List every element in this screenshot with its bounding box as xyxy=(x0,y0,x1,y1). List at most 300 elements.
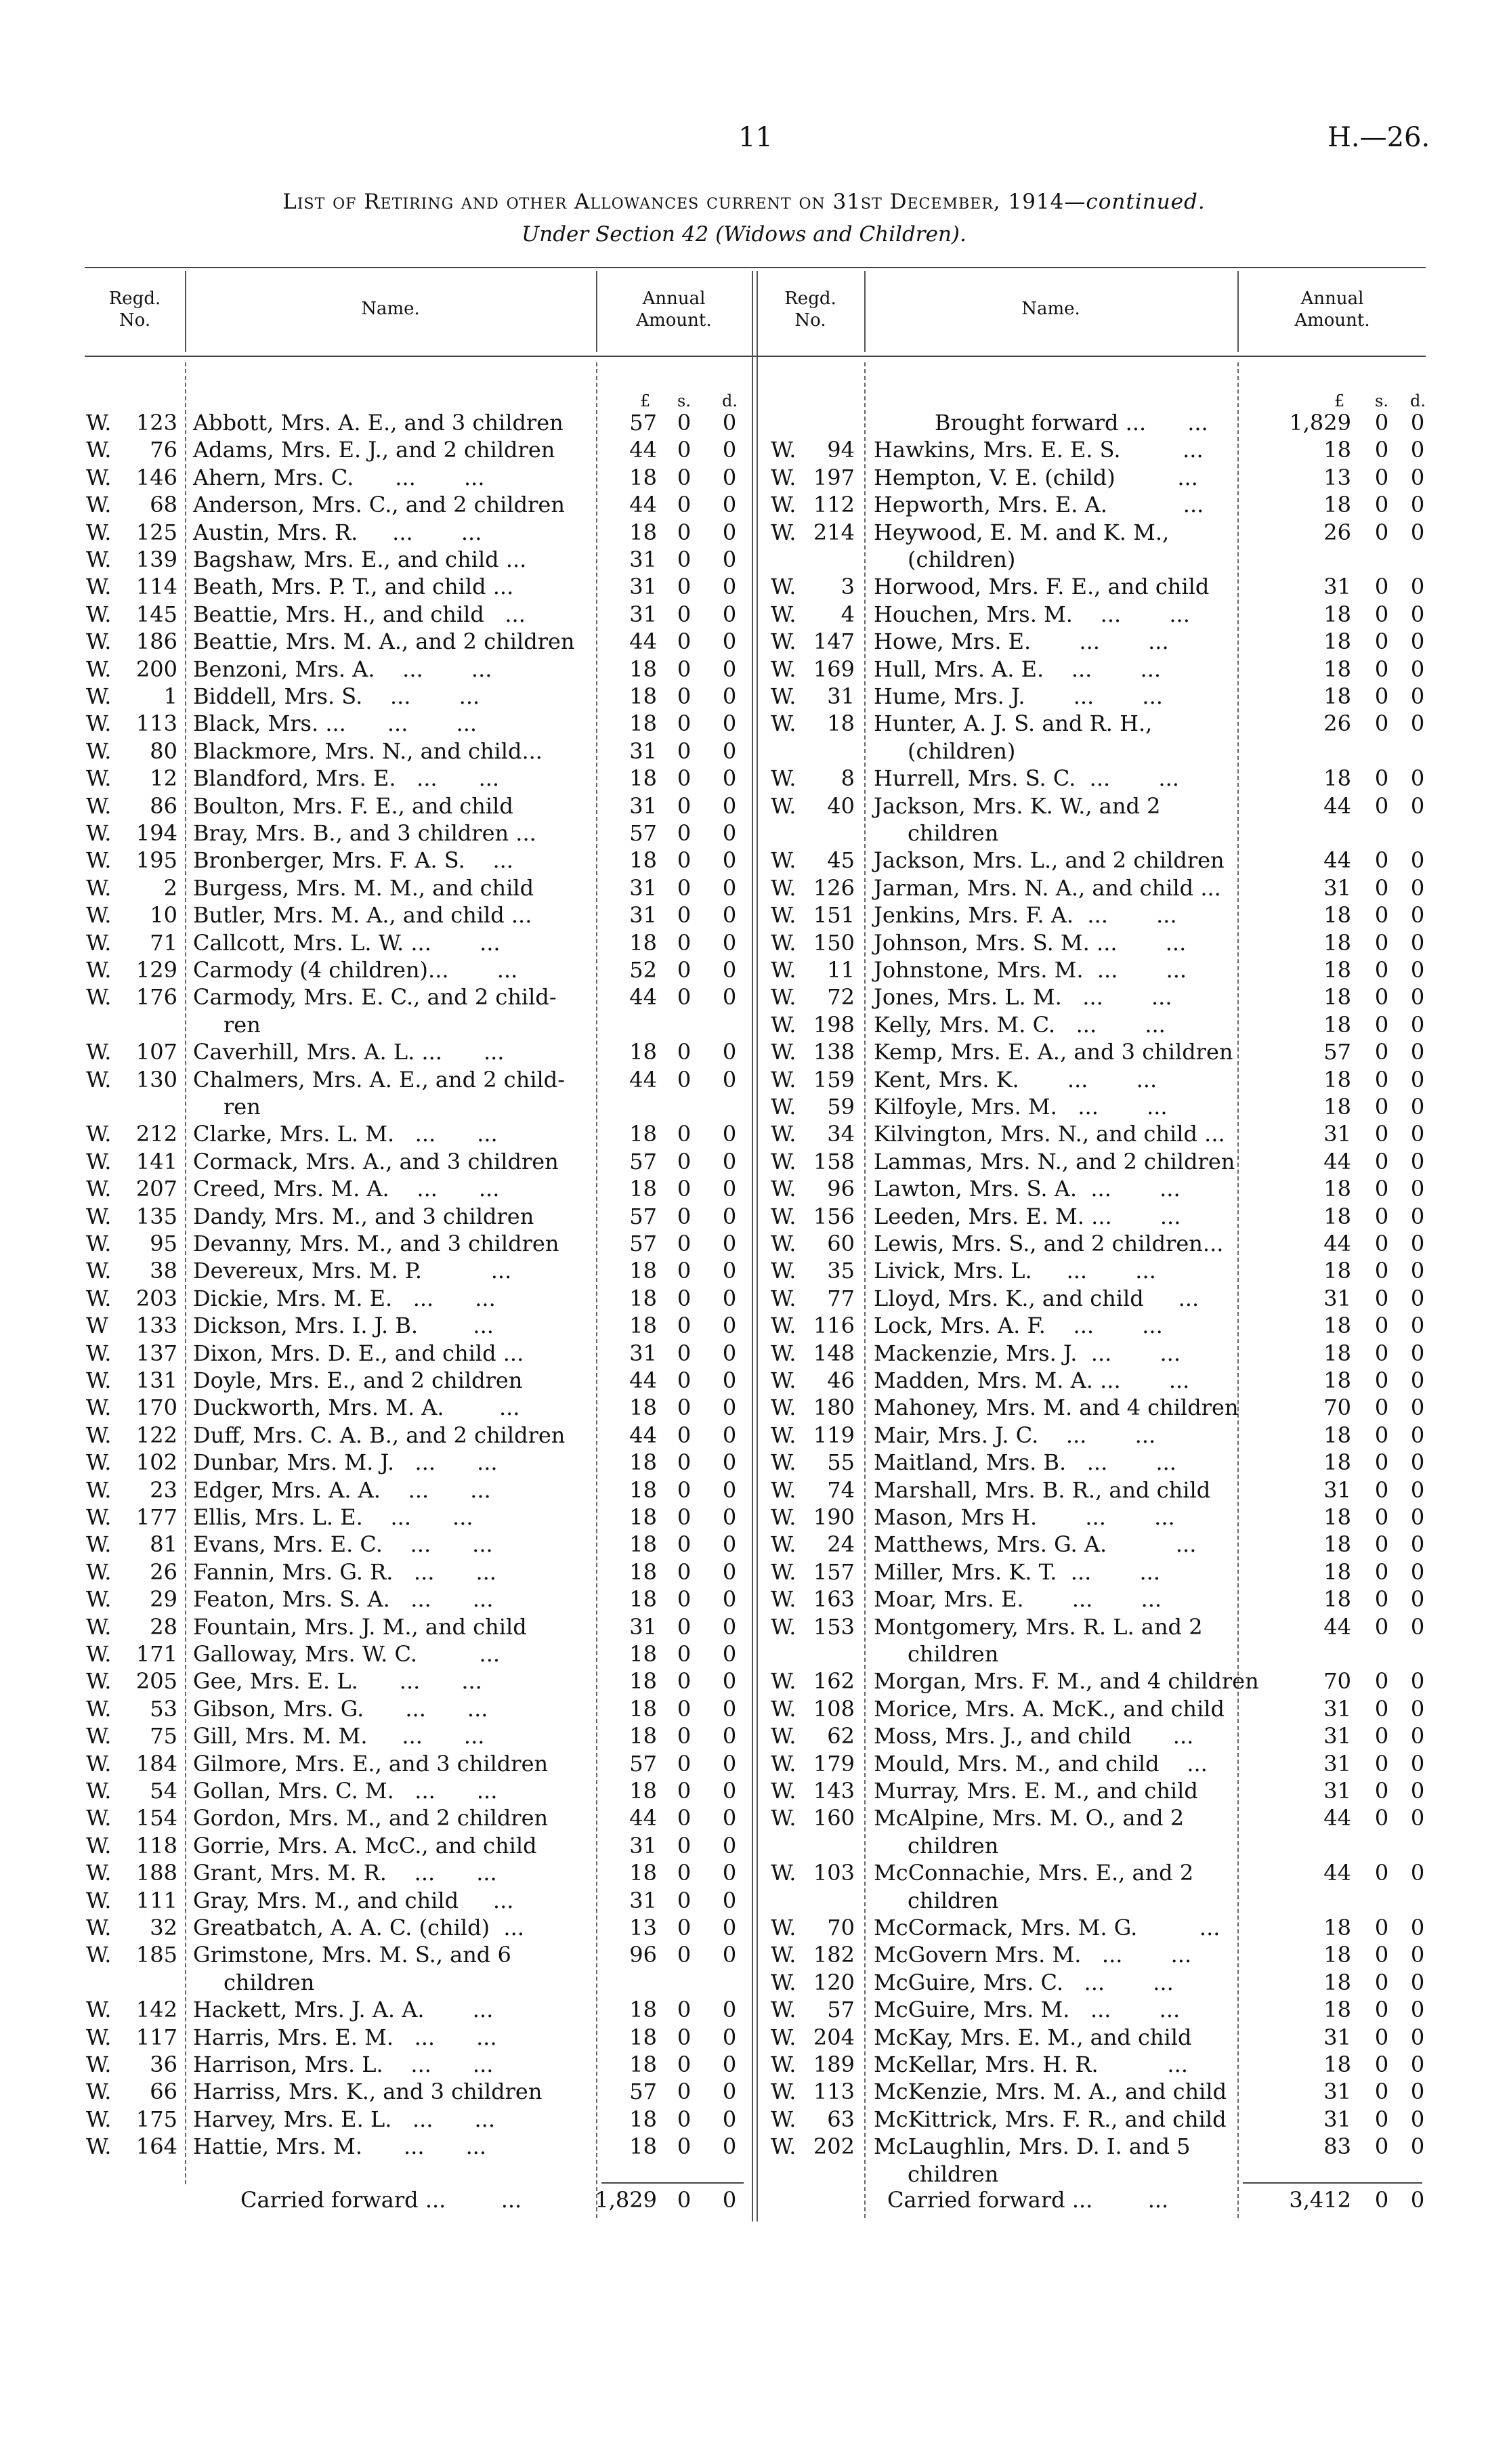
table-row-continuation xyxy=(0,1832,1488,1859)
regd-prefix: W. xyxy=(86,2079,112,2105)
allowee-name: Edger, Mrs. A. A. ... ... xyxy=(193,1477,491,1503)
regd-number: 190 xyxy=(813,1504,855,1530)
allowee-name: Gilmore, Mrs. E., and 3 children xyxy=(193,1750,549,1777)
regd-number: 66 xyxy=(150,2079,177,2105)
label: Amount. xyxy=(636,310,712,331)
amount-pounds: 18 xyxy=(1323,1258,1351,1284)
amount-pounds: 26 xyxy=(1323,519,1351,545)
amount-pence: 0 xyxy=(1410,2024,1425,2050)
regd-prefix: W. xyxy=(86,2052,112,2077)
regd-number: 96 xyxy=(827,1176,855,1202)
amount-shillings: 0 xyxy=(1374,957,1389,983)
amount-pounds: 57 xyxy=(629,1148,657,1174)
allowee-name: Bronberger, Mrs. F. A. S. ... xyxy=(193,847,513,874)
amount-pence: 0 xyxy=(722,519,737,545)
table-row xyxy=(0,1668,1488,1695)
amount-pence: 0 xyxy=(1410,2133,1425,2160)
unit-shillings: s. xyxy=(1375,391,1388,410)
amount-pounds: 18 xyxy=(629,847,657,874)
allowee-name: Gordon, Mrs. M., and 2 children xyxy=(193,1805,549,1831)
regd-number: 77 xyxy=(827,1285,855,1311)
regd-number: 117 xyxy=(135,2024,177,2050)
regd-prefix: W. xyxy=(86,2133,112,2160)
amount-shillings: 0 xyxy=(677,1778,692,1804)
table-row xyxy=(0,765,1488,792)
allowee-name: Harriss, Mrs. K., and 3 children xyxy=(193,2079,543,2105)
table-row xyxy=(0,847,1488,874)
regd-prefix: W. xyxy=(86,1395,112,1421)
regd-number: 26 xyxy=(150,1558,177,1585)
amount-shillings: 0 xyxy=(1374,929,1389,956)
regd-prefix: W. xyxy=(86,1778,112,1804)
amount-shillings: 0 xyxy=(677,410,692,436)
amount-pounds: 18 xyxy=(629,1121,657,1147)
regd-prefix: W. xyxy=(771,519,796,545)
allowee-name: Hempton, V. E. (child) ... xyxy=(874,464,1198,490)
regd-number: 59 xyxy=(827,1094,855,1120)
amount-shillings: 0 xyxy=(677,1531,692,1558)
regd-prefix: W. xyxy=(771,1422,796,1448)
regd-number: 205 xyxy=(135,1668,177,1695)
amount-pounds: 70 xyxy=(1323,1395,1351,1421)
amount-shillings: 0 xyxy=(677,547,692,572)
allowee-name: Bray, Mrs. B., and 3 children ... xyxy=(193,820,536,846)
regd-number: 203 xyxy=(135,1285,177,1311)
regd-number: 151 xyxy=(813,902,855,929)
amount-pence: 0 xyxy=(722,2187,737,2213)
page-subtitle: Under Section 42 (Widows and Children). xyxy=(522,222,966,247)
amount-shillings: 0 xyxy=(677,2133,692,2160)
amount-pounds: 18 xyxy=(629,1778,657,1804)
regd-prefix: W. xyxy=(86,1203,112,1229)
allowee-name: Dunbar, Mrs. M. J. ... ... xyxy=(193,1449,498,1476)
header-bottom-rule xyxy=(85,356,1426,357)
regd-number: 112 xyxy=(813,492,855,518)
allowee-name-continuation: ren xyxy=(224,1094,261,1120)
allowee-name: Jarman, Mrs. N. A., and child ... xyxy=(874,874,1221,901)
amount-shillings: 0 xyxy=(677,1558,692,1585)
label: No. xyxy=(119,310,151,331)
allowee-name: Evans, Mrs. E. C. ... ... xyxy=(193,1531,493,1558)
regd-number: 154 xyxy=(135,1805,177,1831)
regd-prefix: W. xyxy=(771,464,796,490)
amount-pounds: 31 xyxy=(1323,2079,1351,2105)
regd-prefix: W. xyxy=(86,629,112,655)
amount-pence: 0 xyxy=(722,2024,737,2050)
regd-number: 35 xyxy=(827,1258,855,1284)
regd-prefix: W. xyxy=(771,629,796,655)
table-row xyxy=(0,491,1488,518)
allowee-name: Greatbatch, A. A. C. (child) ... xyxy=(193,1915,524,1940)
amount-pence: 0 xyxy=(722,1176,737,1202)
regd-number: 202 xyxy=(813,2133,855,2160)
table-row xyxy=(0,874,1488,901)
amount-pence: 0 xyxy=(722,1832,737,1858)
regd-number: 175 xyxy=(135,2106,177,2132)
amount-shillings: 0 xyxy=(677,1039,692,1065)
allowee-name: Biddell, Mrs. S. ... ... xyxy=(193,683,480,709)
amount-pounds: 18 xyxy=(1323,1449,1351,1476)
allowee-name: Caverhill, Mrs. A. L. ... ... xyxy=(193,1039,505,1065)
regd-number: 162 xyxy=(813,1668,855,1695)
amount-shillings: 0 xyxy=(677,1203,692,1229)
allowee-name: Kemp, Mrs. E. A., and 3 children xyxy=(874,1039,1233,1065)
amount-pounds: 44 xyxy=(1323,1148,1351,1174)
allowee-name-continuation: (children) xyxy=(908,547,1016,572)
unit-shillings: s. xyxy=(677,391,691,410)
allowee-name: Jackson, Mrs. K. W., and 2 xyxy=(874,792,1161,819)
amount-shillings: 0 xyxy=(677,710,692,737)
allowee-name: Blackmore, Mrs. N., and child... xyxy=(193,738,543,764)
regd-prefix: W. xyxy=(771,1750,796,1777)
allowee-name: Hepworth, Mrs. E. A. ... xyxy=(874,492,1204,518)
regd-number: 116 xyxy=(813,1313,855,1339)
regd-number: 120 xyxy=(813,1969,855,1995)
table-row xyxy=(0,436,1488,463)
allowee-name: Jackson, Mrs. L., and 2 children xyxy=(874,847,1225,874)
unit-pounds: £ xyxy=(1334,391,1345,410)
table-row xyxy=(0,1804,1488,1831)
regd-number: 158 xyxy=(813,1148,855,1174)
amount-pounds: 44 xyxy=(1323,1805,1351,1831)
regd-number: 179 xyxy=(813,1750,855,1777)
amount-shillings: 0 xyxy=(1374,492,1389,518)
allowee-name: McKellar, Mrs. H. R. ... xyxy=(874,2052,1188,2077)
amount-pence: 0 xyxy=(1410,984,1425,1011)
regd-number: 29 xyxy=(150,1586,177,1613)
amount-pounds: 31 xyxy=(629,874,657,901)
brought-forward-label: Brought forward ... ... xyxy=(935,410,1208,436)
regd-number: 95 xyxy=(150,1231,177,1256)
regd-number: 169 xyxy=(813,656,855,682)
table-row xyxy=(0,983,1488,1011)
regd-prefix: W. xyxy=(771,1586,796,1613)
amount-pounds: 18 xyxy=(629,1285,657,1311)
carried-forward-label: Carried forward ... ... xyxy=(240,2187,522,2213)
regd-number: 32 xyxy=(150,1915,177,1940)
amount-shillings: 0 xyxy=(1374,902,1389,929)
regd-prefix: W. xyxy=(771,1176,796,1202)
amount-pence: 0 xyxy=(1410,1094,1425,1120)
regd-prefix: W. xyxy=(771,1449,796,1476)
regd-prefix: W. xyxy=(86,710,112,737)
amount-pence: 0 xyxy=(1410,1340,1425,1366)
amount-pence: 0 xyxy=(722,1504,737,1530)
regd-number: 146 xyxy=(135,464,177,490)
regd-prefix: W. xyxy=(771,656,796,682)
amount-pounds: 18 xyxy=(1323,2052,1351,2077)
allowee-name: Carmody, Mrs. E. C., and 2 child- xyxy=(193,984,557,1011)
amount-shillings: 0 xyxy=(1374,1148,1389,1174)
amount-shillings: 0 xyxy=(1374,1449,1389,1476)
allowee-name: Bagshaw, Mrs. E., and child ... xyxy=(193,547,527,572)
regd-prefix: W. xyxy=(771,2133,796,2160)
regd-prefix: W. xyxy=(86,656,112,682)
allowee-name: Lloyd, Mrs. K., and child ... xyxy=(874,1285,1199,1311)
amount-shillings: 0 xyxy=(677,1395,692,1421)
amount-pounds: 18 xyxy=(629,1668,657,1695)
amount-shillings: 0 xyxy=(1374,1613,1389,1640)
table-row-continuation xyxy=(0,1887,1488,1914)
amount-pounds: 44 xyxy=(1323,1231,1351,1256)
allowee-name: Devanny, Mrs. M., and 3 children xyxy=(193,1231,559,1256)
amount-shillings: 0 xyxy=(677,1148,692,1174)
regd-number: 145 xyxy=(135,601,177,627)
allowee-name: Lawton, Mrs. S. A. ... ... xyxy=(874,1176,1181,1202)
regd-number: 138 xyxy=(813,1039,855,1065)
allowee-name: Gee, Mrs. E. L. ... ... xyxy=(193,1668,482,1695)
regd-prefix: W. xyxy=(86,519,112,545)
regd-prefix: W. xyxy=(771,1805,796,1831)
table-row xyxy=(0,2106,1488,2133)
table-row xyxy=(0,1230,1488,1257)
allowee-name: Kilfoyle, Mrs. M. ... ... xyxy=(874,1094,1168,1120)
regd-prefix: W. xyxy=(771,437,796,463)
regd-prefix: W. xyxy=(771,1778,796,1804)
amount-pence: 0 xyxy=(722,1558,737,1585)
amount-pence: 0 xyxy=(1410,1613,1425,1640)
amount-pounds: 52 xyxy=(629,957,657,983)
regd-prefix: W. xyxy=(86,1477,112,1503)
amount-pounds: 18 xyxy=(1323,1203,1351,1229)
amount-pounds: 31 xyxy=(629,902,657,929)
amount-shillings: 0 xyxy=(677,2079,692,2105)
regd-prefix: W. xyxy=(771,1915,796,1940)
regd-prefix: W. xyxy=(86,1641,112,1667)
amount-pence: 0 xyxy=(722,1750,737,1777)
amount-shillings: 0 xyxy=(677,1805,692,1831)
amount-pence: 0 xyxy=(722,656,737,682)
amount-pounds: 31 xyxy=(629,792,657,819)
amount-pounds: 18 xyxy=(629,1997,657,2023)
amount-shillings: 0 xyxy=(1374,2187,1389,2213)
amount-shillings: 0 xyxy=(677,1231,692,1256)
amount-pounds: 44 xyxy=(1323,1860,1351,1886)
table-row xyxy=(0,1066,1488,1093)
amount-pounds: 18 xyxy=(629,1531,657,1558)
amount-shillings: 0 xyxy=(677,1258,692,1284)
amount-pence: 0 xyxy=(1410,574,1425,600)
regd-prefix: W. xyxy=(771,1039,796,1065)
amount-shillings: 0 xyxy=(677,957,692,983)
allowee-name: Maitland, Mrs. B. ... ... xyxy=(874,1449,1176,1476)
regd-prefix: W. xyxy=(86,1586,112,1613)
amount-shillings: 0 xyxy=(1374,1477,1389,1503)
amount-pounds: 31 xyxy=(629,738,657,764)
amount-pence: 0 xyxy=(722,2133,737,2160)
amount-pounds: 18 xyxy=(629,765,657,792)
regd-number: 148 xyxy=(813,1340,855,1366)
amount-pence: 0 xyxy=(722,1887,737,1913)
allowee-name: Mair, Mrs. J. C. ... ... xyxy=(874,1422,1156,1448)
amount-shillings: 0 xyxy=(677,1997,692,2023)
allowee-name: Horwood, Mrs. F. E., and child xyxy=(874,574,1210,600)
regd-prefix: W xyxy=(86,1313,108,1339)
table-row-continuation xyxy=(0,820,1488,847)
amount-pence: 0 xyxy=(722,1148,737,1174)
regd-prefix: W. xyxy=(86,984,112,1011)
regd-prefix: W. xyxy=(771,1969,796,1995)
allowee-name: Mason, Mrs H. ... ... xyxy=(874,1504,1175,1530)
amount-shillings: 0 xyxy=(677,1066,692,1092)
amount-shillings: 0 xyxy=(677,601,692,627)
amount-shillings: 0 xyxy=(1374,1422,1389,1448)
amount-shillings: 0 xyxy=(677,1942,692,1968)
amount-pence: 0 xyxy=(722,957,737,983)
allowee-name: Lewis, Mrs. S., and 2 children... xyxy=(874,1231,1224,1256)
allowee-name: Marshall, Mrs. B. R., and child xyxy=(874,1477,1211,1503)
allowee-name-continuation: children xyxy=(908,820,999,846)
regd-number: 10 xyxy=(150,902,177,929)
allowee-name: McCormack, Mrs. M. G. ... xyxy=(874,1915,1220,1940)
allowee-name: Hawkins, Mrs. E. E. S. ... xyxy=(874,437,1204,463)
amount-shillings: 0 xyxy=(1374,1750,1389,1777)
regd-number: 113 xyxy=(813,2079,855,2105)
allowee-name: Dickie, Mrs. M. E. ... ... xyxy=(193,1285,496,1311)
amount-pence: 0 xyxy=(722,820,737,846)
table-row xyxy=(0,1175,1488,1202)
regd-prefix: W. xyxy=(86,1942,112,1968)
regd-prefix: W. xyxy=(86,929,112,956)
amount-pence: 0 xyxy=(1410,2052,1425,2077)
amount-pounds: 57 xyxy=(629,1231,657,1256)
allowee-name: Doyle, Mrs. E., and 2 children xyxy=(193,1367,523,1393)
table-row xyxy=(0,1586,1488,1613)
amount-shillings: 0 xyxy=(1374,847,1389,874)
regd-number: 114 xyxy=(135,574,177,600)
table-row xyxy=(0,1340,1488,1367)
table-row xyxy=(0,1969,1488,1996)
amount-pounds: 18 xyxy=(1323,1558,1351,1585)
table-row xyxy=(0,1477,1488,1504)
amount-pounds: 31 xyxy=(1323,1723,1351,1749)
table-row xyxy=(0,1504,1488,1531)
amount-pounds: 31 xyxy=(629,547,657,572)
label: Amount. xyxy=(1294,310,1370,331)
amount-pence: 0 xyxy=(1410,1367,1425,1393)
regd-number: 107 xyxy=(135,1039,177,1065)
allowee-name: Kilvington, Mrs. N., and child ... xyxy=(874,1121,1225,1147)
regd-prefix: W. xyxy=(771,1558,796,1585)
regd-number: 68 xyxy=(150,492,177,518)
amount-pence: 0 xyxy=(722,1531,737,1558)
allowee-name-continuation: children xyxy=(224,1969,315,1995)
allowee-name: Grimstone, Mrs. M. S., and 6 xyxy=(193,1942,511,1968)
amount-pounds: 44 xyxy=(629,984,657,1011)
table-row xyxy=(0,901,1488,929)
regd-number: 122 xyxy=(135,1422,177,1448)
label: Regd. xyxy=(784,289,836,309)
allowee-name: Galloway, Mrs. W. C. ... xyxy=(193,1641,501,1667)
amount-shillings: 0 xyxy=(1374,1039,1389,1065)
top-rule xyxy=(85,267,1426,268)
amount-shillings: 0 xyxy=(677,464,692,490)
amount-pounds: 44 xyxy=(629,1066,657,1092)
table-row-continuation xyxy=(0,738,1488,765)
amount-pence: 0 xyxy=(1410,1860,1425,1886)
label: Annual xyxy=(1300,289,1364,309)
regd-number: 102 xyxy=(135,1449,177,1476)
allowee-name: McKay, Mrs. E. M., and child xyxy=(874,2024,1192,2050)
amount-pence: 0 xyxy=(722,1066,737,1092)
amount-shillings: 0 xyxy=(677,2187,692,2213)
allowee-name: Butler, Mrs. M. A., and child ... xyxy=(193,902,532,929)
amount-pounds: 18 xyxy=(629,519,657,545)
regd-number: 130 xyxy=(135,1066,177,1092)
allowee-name: Ahern, Mrs. C. ... ... xyxy=(193,464,485,490)
amount-pounds: 18 xyxy=(1323,1915,1351,1940)
allowee-name: Matthews, Mrs. G. A. ... xyxy=(874,1531,1197,1558)
amount-pence: 0 xyxy=(1410,1449,1425,1476)
amount-shillings: 0 xyxy=(1374,1011,1389,1038)
amount-pounds: 31 xyxy=(1323,1750,1351,1777)
allowee-name: Leeden, Mrs. E. M. ... ... xyxy=(874,1203,1181,1229)
regd-number: 123 xyxy=(135,410,177,436)
regd-prefix: W. xyxy=(86,874,112,901)
regd-number: 60 xyxy=(827,1231,855,1256)
table-row xyxy=(0,656,1488,683)
amount-shillings: 0 xyxy=(1374,1231,1389,1256)
regd-prefix: W. xyxy=(86,765,112,792)
table-row-continuation xyxy=(0,1640,1488,1668)
regd-number: 156 xyxy=(813,1203,855,1229)
amount-shillings: 0 xyxy=(677,2052,692,2077)
regd-number: 170 xyxy=(135,1395,177,1421)
regd-number: 126 xyxy=(813,874,855,901)
amount-pence: 0 xyxy=(1410,1121,1425,1147)
amount-shillings: 0 xyxy=(1374,629,1389,655)
amount-shillings: 0 xyxy=(677,683,692,709)
allowee-name: Johnstone, Mrs. M. ... ... xyxy=(874,957,1187,983)
allowee-name: Harrison, Mrs. L. ... ... xyxy=(193,2052,494,2077)
amount-pounds: 1,829 xyxy=(595,2187,657,2213)
regd-prefix: W. xyxy=(771,1395,796,1421)
amount-shillings: 0 xyxy=(1374,1969,1389,1995)
table-row xyxy=(0,2078,1488,2105)
amount-pounds: 31 xyxy=(1323,1695,1351,1722)
allowee-name-continuation: ren xyxy=(224,1011,261,1038)
allowee-name: Miller, Mrs. K. T. ... ... xyxy=(874,1558,1160,1585)
regd-number: 45 xyxy=(827,847,855,874)
amount-pounds: 18 xyxy=(629,1313,657,1339)
allowee-name: Grant, Mrs. M. R. ... ... xyxy=(193,1860,497,1886)
amount-shillings: 0 xyxy=(677,1121,692,1147)
allowee-name: Duckworth, Mrs. M. A. ... xyxy=(193,1395,520,1421)
regd-number: 159 xyxy=(813,1066,855,1092)
amount-shillings: 0 xyxy=(1374,656,1389,682)
table-row xyxy=(0,1148,1488,1175)
allowee-name: Moss, Mrs. J., and child ... xyxy=(874,1723,1194,1749)
amount-pounds: 18 xyxy=(1323,1997,1351,2023)
amount-pounds: 31 xyxy=(629,574,657,600)
regd-prefix: W. xyxy=(86,1121,112,1147)
amount-pounds: 31 xyxy=(1323,1121,1351,1147)
allowee-name-continuation: children xyxy=(908,2161,999,2187)
amount-pence: 0 xyxy=(722,1641,737,1667)
allowee-name: Mould, Mrs. M., and child ... xyxy=(874,1750,1208,1777)
regd-prefix: W. xyxy=(86,464,112,490)
amount-pounds: 18 xyxy=(629,1504,657,1530)
regd-number: 137 xyxy=(135,1340,177,1366)
allowee-name: Abbott, Mrs. A. E., and 3 children xyxy=(193,410,564,436)
amount-pence: 0 xyxy=(722,1778,737,1804)
regd-number: 153 xyxy=(813,1613,855,1640)
allowee-name: Hume, Mrs. J. ... ... xyxy=(874,683,1163,709)
amount-pounds: 44 xyxy=(629,1805,657,1831)
amount-pounds: 18 xyxy=(629,656,657,682)
regd-prefix: W. xyxy=(771,1285,796,1311)
amount-pounds: 18 xyxy=(1323,1422,1351,1448)
